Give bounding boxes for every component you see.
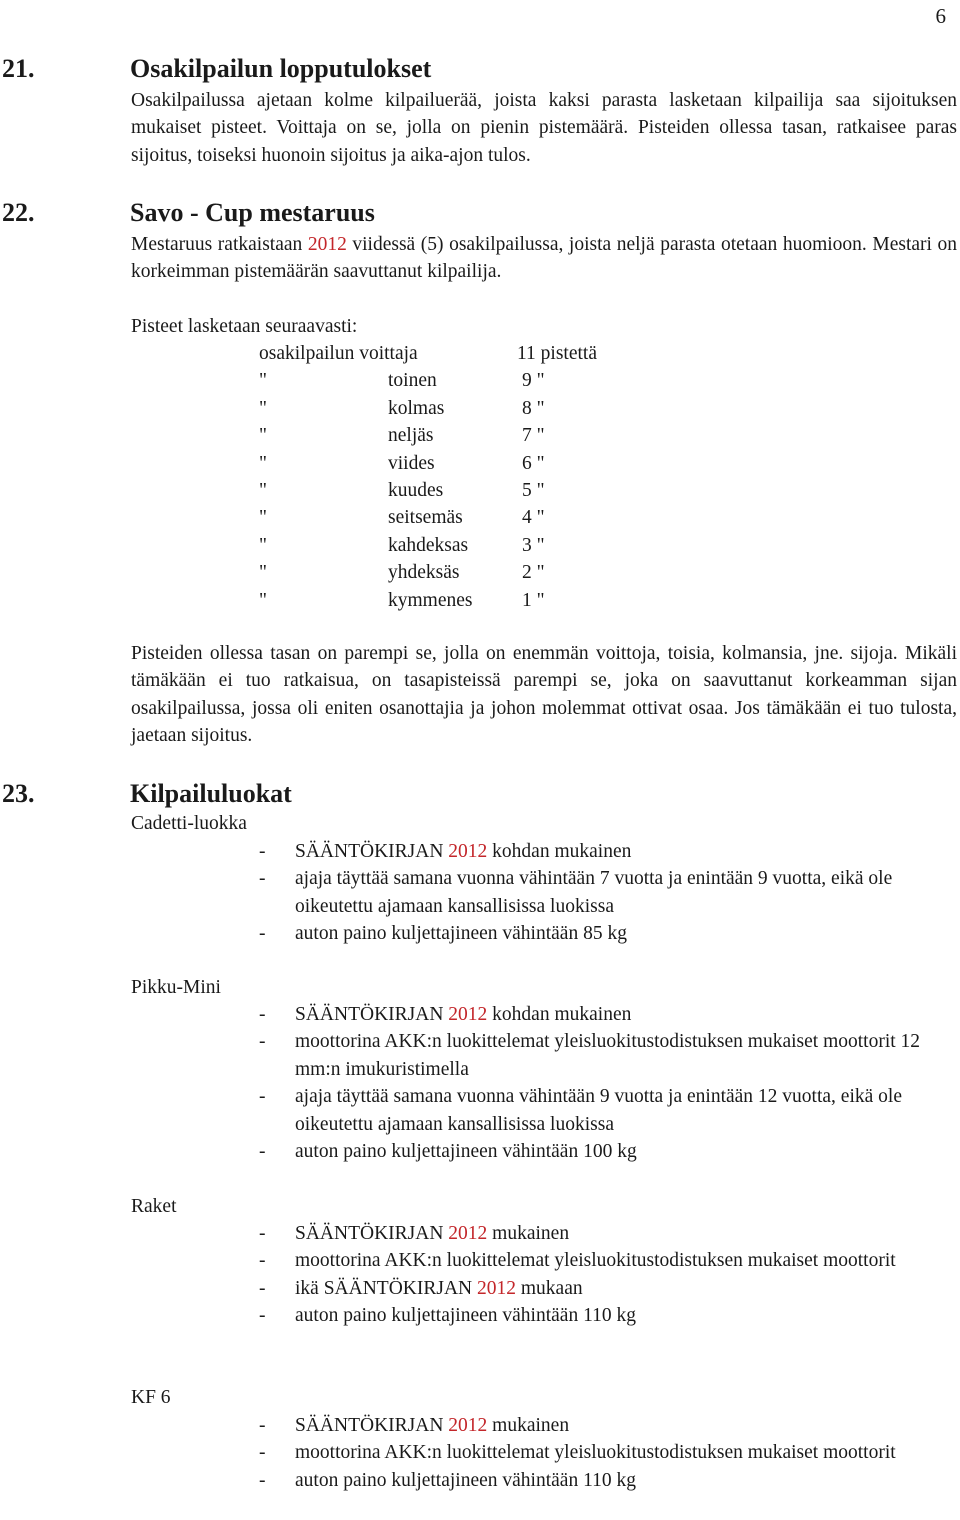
rule-item <box>259 1412 959 1439</box>
place-label: seitsemäs <box>388 507 463 529</box>
year-highlight: 2012 <box>448 1004 488 1025</box>
text: mukainen <box>487 1415 570 1436</box>
class-rules-cadet <box>259 838 959 948</box>
ditto-mark: " <box>259 562 267 584</box>
rule-item <box>259 1275 959 1302</box>
points-value: 9 " <box>522 370 545 392</box>
year-highlight: 2012 <box>448 1223 488 1244</box>
points-value: 3 " <box>522 534 545 556</box>
text: SÄÄNTÖKIRJAN <box>295 1004 449 1025</box>
class-label-raket: Raket <box>131 1196 177 1217</box>
bullet-dash: - <box>259 1277 266 1299</box>
bullet-dash: - <box>259 1305 266 1327</box>
bullet-dash: - <box>259 1250 266 1272</box>
text: ajaja täyttää samana vuonna vähintään 9 vuotta ja enintään 12 vuotta, eikä ole oikeutettu ajamaan kansallisissa luokissa <box>295 1086 902 1135</box>
section-21-body <box>131 87 957 169</box>
text: ikä SÄÄNTÖKIRJAN <box>295 1277 477 1299</box>
text: ajaja täyttää samana vuonna vähintään 7 vuotta ja enintään 9 vuotta, eikä ole oikeutettu ajamaan kansallisissa luokissa <box>295 868 893 917</box>
place-label: kuudes <box>388 479 444 501</box>
section-title: Savo - Cup mestaruus <box>130 198 375 227</box>
text: auton paino kuljettajineen vähintään 85 kg <box>295 923 627 945</box>
section-number: 21. <box>2 54 35 83</box>
section-21-heading <box>2 54 431 84</box>
paragraph <box>131 231 957 286</box>
section-number: 22. <box>2 198 35 227</box>
section-number: 23. <box>2 779 35 808</box>
class-rules-pikku-mini <box>259 1001 959 1165</box>
place-label: kolmas <box>388 397 445 419</box>
ditto-mark: " <box>259 452 267 474</box>
place-label: osakilpailun voittaja <box>259 343 418 364</box>
rule-item <box>259 1138 959 1165</box>
text: SÄÄNTÖKIRJAN <box>295 1223 449 1244</box>
bullet-dash: - <box>259 1004 266 1025</box>
place-label: yhdeksäs <box>388 562 460 584</box>
ditto-mark: " <box>259 589 267 611</box>
paragraph: Pisteiden ollessa tasan on parempi se, jolla on enemmän voittoja, toisia, kolmansia, jne. sijoja. Mikäli tämäkään ei tuo ratkaisua, on tasapisteissä parempi se, joka on saavuttanut korkeamman sijan osakilpailussa, jossa oli eniten osanottajia ja johon molemmat ottivat osaa. Jos tämäkään ei tuo tulosta, jaetaan sijoitus. <box>131 643 957 747</box>
text: moottorina AKK:n luokittelemat yleisluokitustodistuksen mukaiset moottorit <box>295 1442 896 1464</box>
rule-item <box>259 1439 959 1466</box>
rule-item <box>259 1302 959 1329</box>
rule-item <box>259 1083 959 1138</box>
ditto-mark: " <box>259 370 267 392</box>
rule-item <box>259 1247 959 1274</box>
points-value: 7 " <box>522 425 545 447</box>
text: viidessä (5) osakilpailussa, joista neljä parasta otetaan huomioon. Mestari on korkeimman pistemäärän saavuttanut kilpailija. <box>131 234 957 283</box>
text: Mestaruus ratkaistaan <box>131 234 308 255</box>
year-highlight: 2012 <box>307 234 347 255</box>
class-rules-kf6 <box>259 1412 959 1494</box>
bullet-dash: - <box>259 1141 266 1163</box>
bullet-dash: - <box>259 1469 266 1491</box>
bullet-dash: - <box>259 1442 266 1464</box>
ditto-mark: " <box>259 507 267 529</box>
text: auton paino kuljettajineen vähintään 110 kg <box>295 1305 636 1327</box>
bullet-dash: - <box>259 1031 266 1053</box>
bullet-dash: - <box>259 923 266 945</box>
points-value: 2 " <box>522 562 545 584</box>
bullet-dash: - <box>259 868 266 890</box>
text: auton paino kuljettajineen vähintään 110 kg <box>295 1469 636 1491</box>
points-value: 11 pistettä <box>517 343 597 364</box>
place-label: toinen <box>388 370 437 392</box>
section-title: Osakilpailun lopputulokset <box>130 54 432 83</box>
text: mukainen <box>487 1223 570 1244</box>
class-rules-raket <box>259 1220 959 1330</box>
bullet-dash: - <box>259 1223 266 1244</box>
class-label-kf6: KF 6 <box>131 1387 171 1408</box>
rule-item <box>259 1467 959 1494</box>
ditto-mark: " <box>259 425 267 447</box>
bullet-dash: - <box>259 841 266 862</box>
text: moottorina AKK:n luokittelemat yleisluokitustodistuksen mukaiset moottorit 12 mm:n imukuristimella <box>295 1031 921 1080</box>
paragraph: Pisteet lasketaan seuraavasti: <box>131 316 358 337</box>
bullet-dash: - <box>259 1086 266 1108</box>
place-label: kymmenes <box>388 589 473 611</box>
text: mukaan <box>516 1277 583 1299</box>
rule-item <box>259 1001 959 1028</box>
text: kohdan mukainen <box>487 1004 632 1025</box>
place-label: kahdeksas <box>388 534 469 556</box>
class-label-cadet: Cadetti-luokka <box>131 813 247 834</box>
ditto-mark: " <box>259 534 267 556</box>
rule-item <box>259 1220 959 1247</box>
tie-rules <box>131 640 957 750</box>
text: SÄÄNTÖKIRJAN <box>295 1415 449 1436</box>
section-22-intro <box>131 231 957 286</box>
text: moottorina AKK:n luokittelemat yleisluokitustodistuksen mukaiset moottorit <box>295 1250 896 1272</box>
year-highlight: 2012 <box>448 841 488 862</box>
points-value: 4 " <box>522 507 545 529</box>
rule-item <box>259 838 959 865</box>
year-highlight: 2012 <box>477 1277 516 1299</box>
bullet-dash: - <box>259 1415 266 1436</box>
rule-item <box>259 1028 959 1083</box>
text: kohdan mukainen <box>487 841 632 862</box>
rule-item <box>259 865 959 920</box>
page-number: 6 <box>935 4 946 28</box>
points-value: 5 " <box>522 479 545 501</box>
text: auton paino kuljettajineen vähintään 100 kg <box>295 1141 637 1163</box>
points-value: 6 " <box>522 452 545 474</box>
year-highlight: 2012 <box>448 1415 488 1436</box>
points-value: 1 " <box>522 589 545 611</box>
section-22-heading <box>2 198 375 228</box>
points-intro <box>131 313 957 340</box>
rule-item <box>259 920 959 947</box>
section-title: Kilpailuluokat <box>130 779 292 808</box>
ditto-mark: " <box>259 479 267 501</box>
text: SÄÄNTÖKIRJAN <box>295 841 449 862</box>
ditto-mark: " <box>259 397 267 419</box>
place-label: viides <box>388 452 435 474</box>
paragraph: Osakilpailussa ajetaan kolme kilpailuerää, joista kaksi parasta lasketaan kilpailija saa sijoituksen mukaiset pisteet. Voittaja on se, jolla on pienin pistemäärä. Pisteiden ollessa tasan, ratkaisee paras sijoitus, toiseksi huonoin sijoitus ja aika-ajon tulos. <box>131 90 957 166</box>
points-value: 8 " <box>522 397 545 419</box>
class-label-pikku-mini: Pikku-Mini <box>131 977 221 998</box>
place-label: neljäs <box>388 425 434 447</box>
section-23-heading <box>2 779 292 809</box>
